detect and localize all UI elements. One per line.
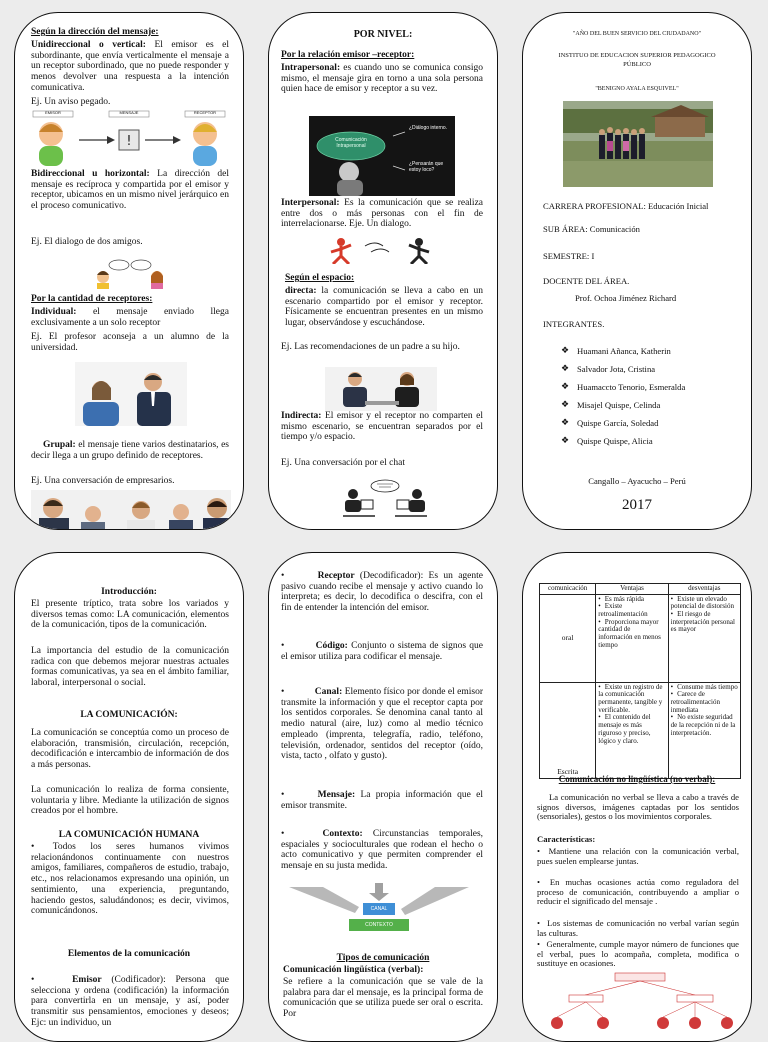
communication-heading: LA COMUNICACIÓN: bbox=[80, 710, 178, 720]
message-text: La propia información que el emisor transmite. bbox=[281, 790, 484, 811]
human-communication-heading: LA COMUNICACIÓN HUMANA bbox=[58, 830, 200, 840]
receiver-title: Receptor bbox=[317, 571, 355, 581]
sub-area: SUB ÁREA: Comunicación bbox=[543, 224, 640, 234]
individual-text: el mensaje enviado llega exclusivamente a un solo receptor bbox=[31, 307, 229, 328]
intrapersonal-image-q1: ¿Diálogo interno. bbox=[409, 125, 448, 131]
teacher-name: Prof. Ochoa Jiménez Richard bbox=[575, 293, 677, 303]
list-item: ❖ Huamani Añanca, Katherin bbox=[561, 346, 671, 356]
diagram-label-mensaje: MENSAJE bbox=[119, 110, 139, 115]
teacher-label: DOCENTE DEL ÁREA. bbox=[543, 276, 630, 286]
panel-table bbox=[522, 552, 752, 1042]
concept-map bbox=[545, 971, 735, 1031]
sender-text: (Codificador): Persona que selecciona y ordena (codificación) la información para convertirla en un mensaje, y así, poder transmitir sus pensamientos, emociones y deseos; Ejc: un individuo, un bbox=[31, 975, 230, 1028]
characteristic-item: En muchas ocasiones actúa como reguladora del proceso de comunicación, contribuyendo a ampliar o reducir el significado del mensaje . bbox=[537, 877, 739, 907]
channel-text: Elemento físico por donde el emisor transmite la información y que el receptor capta por los sentidos corporales. Se denomina canal tanto al medio natural (aire, luz) como al medio técnico empleado (imprenta, telegrafía, radio, teléfono, televisión, ordenador, sentidos del receptor (oído, vista, tacto , olfato y gusto). bbox=[281, 687, 484, 762]
group-title: Grupal: bbox=[43, 440, 76, 450]
nonverbal-heading: Comunicación no lingüística (no verbal): bbox=[558, 774, 716, 784]
elements-heading: Elementos de la comunicación bbox=[67, 949, 191, 959]
indirect-example: Ej. Una conversación por el chat bbox=[281, 458, 405, 468]
year: 2017 bbox=[622, 497, 652, 513]
context-title: Contexto: bbox=[322, 829, 363, 839]
interpersonal-image bbox=[321, 236, 451, 264]
institute-name: "BENIGNO AYALA ESQUIVEL" bbox=[595, 86, 679, 92]
table-header: comunicación bbox=[540, 584, 596, 595]
panel-direction bbox=[14, 12, 244, 530]
communication-diagram bbox=[29, 110, 229, 168]
semester: SEMESTRE: I bbox=[543, 251, 595, 261]
receiver-text: (Decodificador): Es un agente pasivo cuando recibe el mensaje y activo cuando lo interpreta; es decir, lo decodifica o descifra, con el fin de entender la intención del emisor. bbox=[281, 571, 483, 614]
characteristic-item: Generalmente, cumple mayor número de funciones que el verbal, pues lo acompaña, completa, modifica o sustituye en ocasiones. bbox=[537, 939, 739, 969]
indirect-title: Indirecta: bbox=[281, 411, 322, 421]
intrapersonal-image bbox=[309, 116, 455, 196]
intro-text: El presente tríptico, trata sobre los variados y diversos temas como: LA comunicación, elementos de la comunicación, tipos de la comunicación. bbox=[31, 599, 229, 631]
friends-dialog-image bbox=[85, 259, 175, 289]
members-label: INTEGRANTES. bbox=[543, 319, 605, 329]
group-photo bbox=[563, 101, 713, 187]
panel-cover bbox=[522, 12, 752, 530]
individual-example: Ej. El profesor aconseja a un alumno de la universidad. bbox=[31, 332, 229, 353]
indirect-text: El emisor y el receptor no comparten el mismo escenario, se encuentran separados por el tiempo y/o espacio. bbox=[281, 411, 484, 443]
group-text: el mensaje tiene varios destinatarios, es decir llega a un grupo definido de receptores. bbox=[31, 440, 230, 461]
verbal-text: Se refiere a la comunicación que se vale de la palabra para dar el mensaje, es la principal forma de comunicación que se utiliza puede ser oral o escrita. Por bbox=[283, 977, 483, 1020]
table-cell: • Es más rápida • Existe retroalimentación • Proporciona mayor cantidad de información en menos tiempo bbox=[596, 594, 668, 682]
panel-introduction bbox=[14, 552, 244, 1042]
context-text: Circunstancias temporales, espaciales y socioculturales que rodean el hecho o acto comunicativo y que permiten comprender el mensaje en su justa medida. bbox=[281, 829, 484, 872]
intrapersonal-image-title: Comunicación Intrapersonal bbox=[335, 137, 367, 149]
list-item: ❖ Salvador Jota, Cristina bbox=[561, 364, 656, 374]
table-header: Ventajas bbox=[596, 584, 668, 595]
intro-heading: Introducción: bbox=[101, 587, 157, 597]
sender-title: Emisor bbox=[72, 975, 102, 985]
direct-conversation-photo bbox=[325, 367, 437, 411]
types-heading: Tipos de comunicación bbox=[336, 953, 430, 963]
institute-title: INSTITUO DE EDUCACION SUPERIOR PEDAGOGICO PÚBLICO bbox=[558, 52, 716, 69]
table-cell: oral bbox=[540, 594, 596, 682]
space-heading: Según el espacio: bbox=[285, 273, 355, 283]
relation-heading: Por la relación emisor –receptor: bbox=[281, 50, 415, 60]
table-header: desventajas bbox=[668, 584, 740, 595]
level-heading: POR NIVEL: bbox=[353, 29, 413, 40]
diamond-bullet-icon: ❖ bbox=[561, 436, 570, 446]
verbal-title: Comunicación lingüística (verbal): bbox=[283, 965, 424, 975]
human-communication-text: Todos los seres humanos vivimos relacionándonos continuamente con nuestros amigos, familiares, compañeros de estudio, trabajo, etc., nos relacionamos expresando una opinión, un sentimiento, una experiencia, preguntando, haciendo gestos, saludándonos; es decir, vivimos, comunicándonos. bbox=[31, 842, 229, 917]
table-row bbox=[540, 594, 741, 682]
direct-title: directa: bbox=[285, 286, 317, 296]
career: CARRERA PROFESIONAL: Educación Inicial bbox=[543, 201, 709, 211]
year-motto: "AÑO DEL BUEN SERVICIO DEL CIUDADANO" bbox=[572, 31, 702, 37]
members-list bbox=[561, 342, 741, 450]
table-cell: • Existe un registro de la comunicación permanente, tangible y verificable. • El contenido del mensaje es más riguroso y preciso, lógico y claro. bbox=[596, 682, 668, 778]
interpersonal-title: Interpersonal: bbox=[281, 198, 340, 208]
business-group-photo bbox=[31, 490, 231, 530]
intro-text-2: La importancia del estudio de la comunicación radica con que debemos mejorar nuestras actuales formas comunicativas, ya sea en el ámbito familiar, laboral, interpersonal o social. bbox=[31, 646, 229, 689]
chat-illustration bbox=[335, 478, 435, 518]
diagram-label-emisor: EMISOR bbox=[45, 110, 61, 115]
individual-title: Individual: bbox=[31, 307, 77, 317]
context-label: CONTEXTO bbox=[365, 922, 393, 928]
interpersonal-text: Es la comunicación que se realiza entre dos o más personas con el fin de interrelacionarse. Eje. Un dialogo. bbox=[281, 198, 483, 230]
diamond-bullet-icon: ❖ bbox=[561, 364, 570, 374]
channel-title: Canal: bbox=[314, 687, 343, 697]
channel-label: CANAL bbox=[370, 906, 388, 912]
characteristic-item: Mantiene una relación con la comunicación verbal, pues suelen emplearse juntas. bbox=[537, 846, 739, 866]
comparison-table bbox=[539, 583, 741, 779]
diagram-label-receptor: RECEPTOR bbox=[193, 110, 217, 115]
list-item: ❖ Quispe Quispe, Alicia bbox=[561, 436, 653, 446]
table-cell: • Existe un elevado potencial de distorsión • El riesgo de interpretación personal es mayor bbox=[668, 594, 740, 682]
channel-context-diagram bbox=[283, 883, 475, 935]
message-title: Mensaje: bbox=[317, 790, 356, 800]
intrapersonal-text: es cuando uno se comunica consigo mismo, el mensaje gira en torno a una sola persona quien hace de emisor y receptor a su vez. bbox=[281, 63, 484, 95]
table-cell: Escrita bbox=[540, 682, 596, 778]
intrapersonal-title: Intrapersonal: bbox=[281, 63, 341, 73]
communication-text-2: La comunicación lo realiza de forma consiente, voluntaria y libre. Mediante la utilización de signos creados por el hombre. bbox=[31, 785, 229, 817]
list-item: ❖ Misajel Quispe, Celinda bbox=[561, 400, 661, 410]
panel-elements bbox=[268, 552, 498, 1042]
bidirectional-text: La dirección del mensaje es recíproca y compartida por el emisor y receptor, ubicamos en un mismo nivel jerárquico en el proceso comunicativo. bbox=[31, 169, 230, 212]
group-example: Ej. Una conversación de empresarios. bbox=[31, 476, 175, 486]
diamond-bullet-icon: ❖ bbox=[561, 418, 570, 428]
diamond-bullet-icon: ❖ bbox=[561, 346, 570, 356]
unidirectional-text: El emisor es el subordinante, que envía verticalmente el mensaje a un receptor subordinado, que no puede responder y menos devolver una respuesta a la intención comunicativa. bbox=[31, 40, 229, 93]
unidirectional-title: Unidireccional o vertical: bbox=[31, 40, 146, 50]
table-cell: • Consume más tiempo • Carece de retroalimentación inmediata • No existe seguridad de la recepción ni de la interpretación. bbox=[668, 682, 740, 778]
table-row bbox=[540, 682, 741, 778]
unidirectional-example: Ej. Un aviso pegado. bbox=[31, 97, 111, 107]
panel-by-level bbox=[268, 12, 498, 530]
location: Cangallo – Ayacucho – Perú bbox=[588, 476, 686, 486]
characteristic-item: Los sistemas de comunicación no verbal varían según las culturas. bbox=[537, 918, 739, 938]
teacher-student-photo bbox=[75, 362, 187, 426]
intrapersonal-image-q2: ¿Pensarán que estoy loco? bbox=[409, 161, 444, 173]
bidirectional-example: Ej. El dialogo de dos amigos. bbox=[31, 237, 143, 247]
communication-text: La comunicación se conceptúa como un proceso de elaboración, transmisión, circulación, recepción, decodificación e intercambio de información de dos a más personas. bbox=[31, 728, 229, 771]
direction-heading: Según la dirección del mensaje: bbox=[31, 27, 159, 37]
receivers-heading: Por la cantidad de receptores: bbox=[31, 294, 153, 304]
svg-text:!: ! bbox=[126, 134, 132, 149]
bidirectional-title: Bidireccional u horizontal: bbox=[31, 169, 150, 179]
direct-example: Ej. Las recomendaciones de un padre a su hijo. bbox=[281, 342, 460, 352]
characteristics-heading: Características: bbox=[537, 834, 596, 844]
direct-text: la comunicación se lleva a cabo en un escenario compartido por el emisor y receptor. Físicamente se encuentran presentes en un mismo lugar, observándose y escuchándose. bbox=[285, 286, 483, 329]
list-item: ❖ Huamaccto Tenorio, Esmeralda bbox=[561, 382, 686, 392]
nonverbal-text: La comunicación no verbal se lleva a cabo a través de signos diversos, imágenes captadas por los sentidos (sensoriales), gestos o los movimientos corporales. bbox=[537, 792, 739, 822]
list-item: ❖ Quispe García, Soledad bbox=[561, 418, 659, 428]
code-text: Conjunto o sistema de signos que el emisor utiliza para codificar el mensaje. bbox=[281, 641, 484, 662]
diamond-bullet-icon: ❖ bbox=[561, 400, 570, 410]
code-title: Código: bbox=[315, 641, 348, 651]
diamond-bullet-icon: ❖ bbox=[561, 382, 570, 392]
